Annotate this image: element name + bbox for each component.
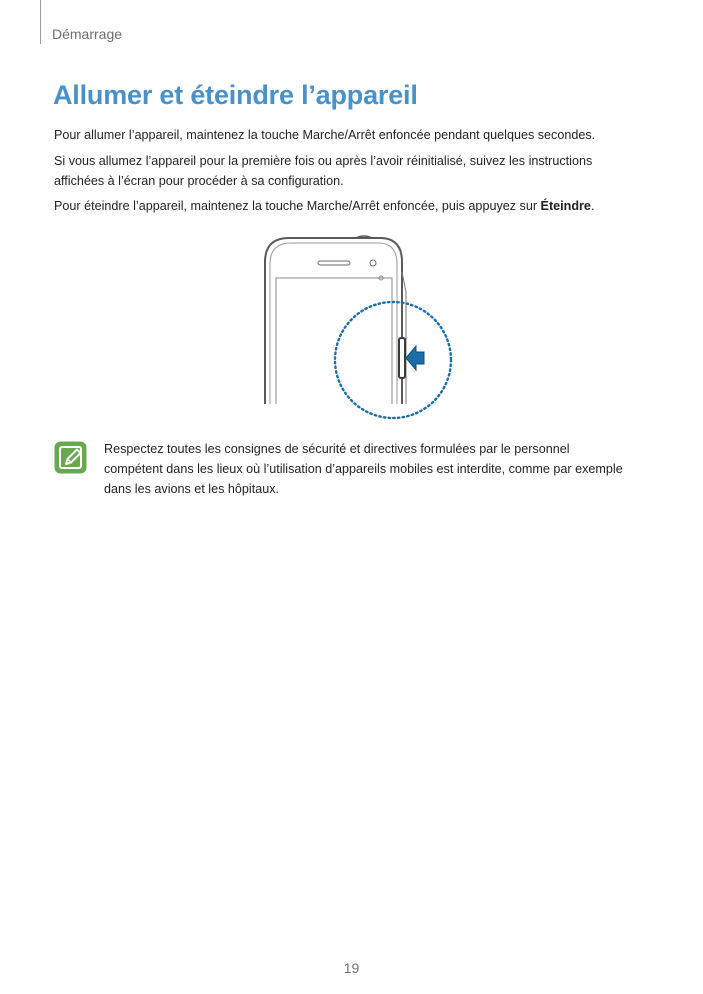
paragraph-power-off (54, 196, 644, 216)
phone-power-button-illustration (256, 232, 461, 424)
page-title: Allumer et éteindre l’appareil (53, 80, 418, 110)
power-off-keyword: Éteindre (540, 199, 591, 213)
phone-front-camera (370, 260, 376, 266)
phone-body-outline (265, 238, 402, 404)
paragraph-power-on: Pour allumer l’appareil, maintenez la touche Marche/Arrêt enfoncée pendant quelques secondes. (54, 128, 596, 142)
phone-inner-outline (270, 243, 397, 404)
highlight-circle (335, 302, 451, 418)
paragraph-first-setup: Si vous allumez l’appareil pour la première fois ou après l’avoir réinitialisé, suivez les instructions affichées à l’écran pour procéder à sa configuration. (54, 154, 593, 188)
press-arrow-icon (406, 346, 424, 370)
phone-earpiece (318, 261, 350, 265)
note-pencil-icon (54, 441, 87, 474)
phone-power-button (399, 338, 405, 378)
power-off-text: Pour éteindre l’appareil, maintenez la touche Marche/Arrêt enfoncée, puis appuyez sur (54, 199, 541, 213)
header-divider (40, 0, 41, 44)
page-number: 19 (343, 960, 360, 976)
phone-screen (276, 278, 392, 404)
note-text: Respectez toutes les consignes de sécurité et directives formulées par le personnel compétent dans les lieux où l’utilisation d’appareils mobiles est interdite, comme par exemple dans les avions et les hôpitaux. (104, 442, 623, 496)
section-label: Démarrage (52, 26, 123, 42)
power-off-punctuation: . (590, 199, 595, 213)
